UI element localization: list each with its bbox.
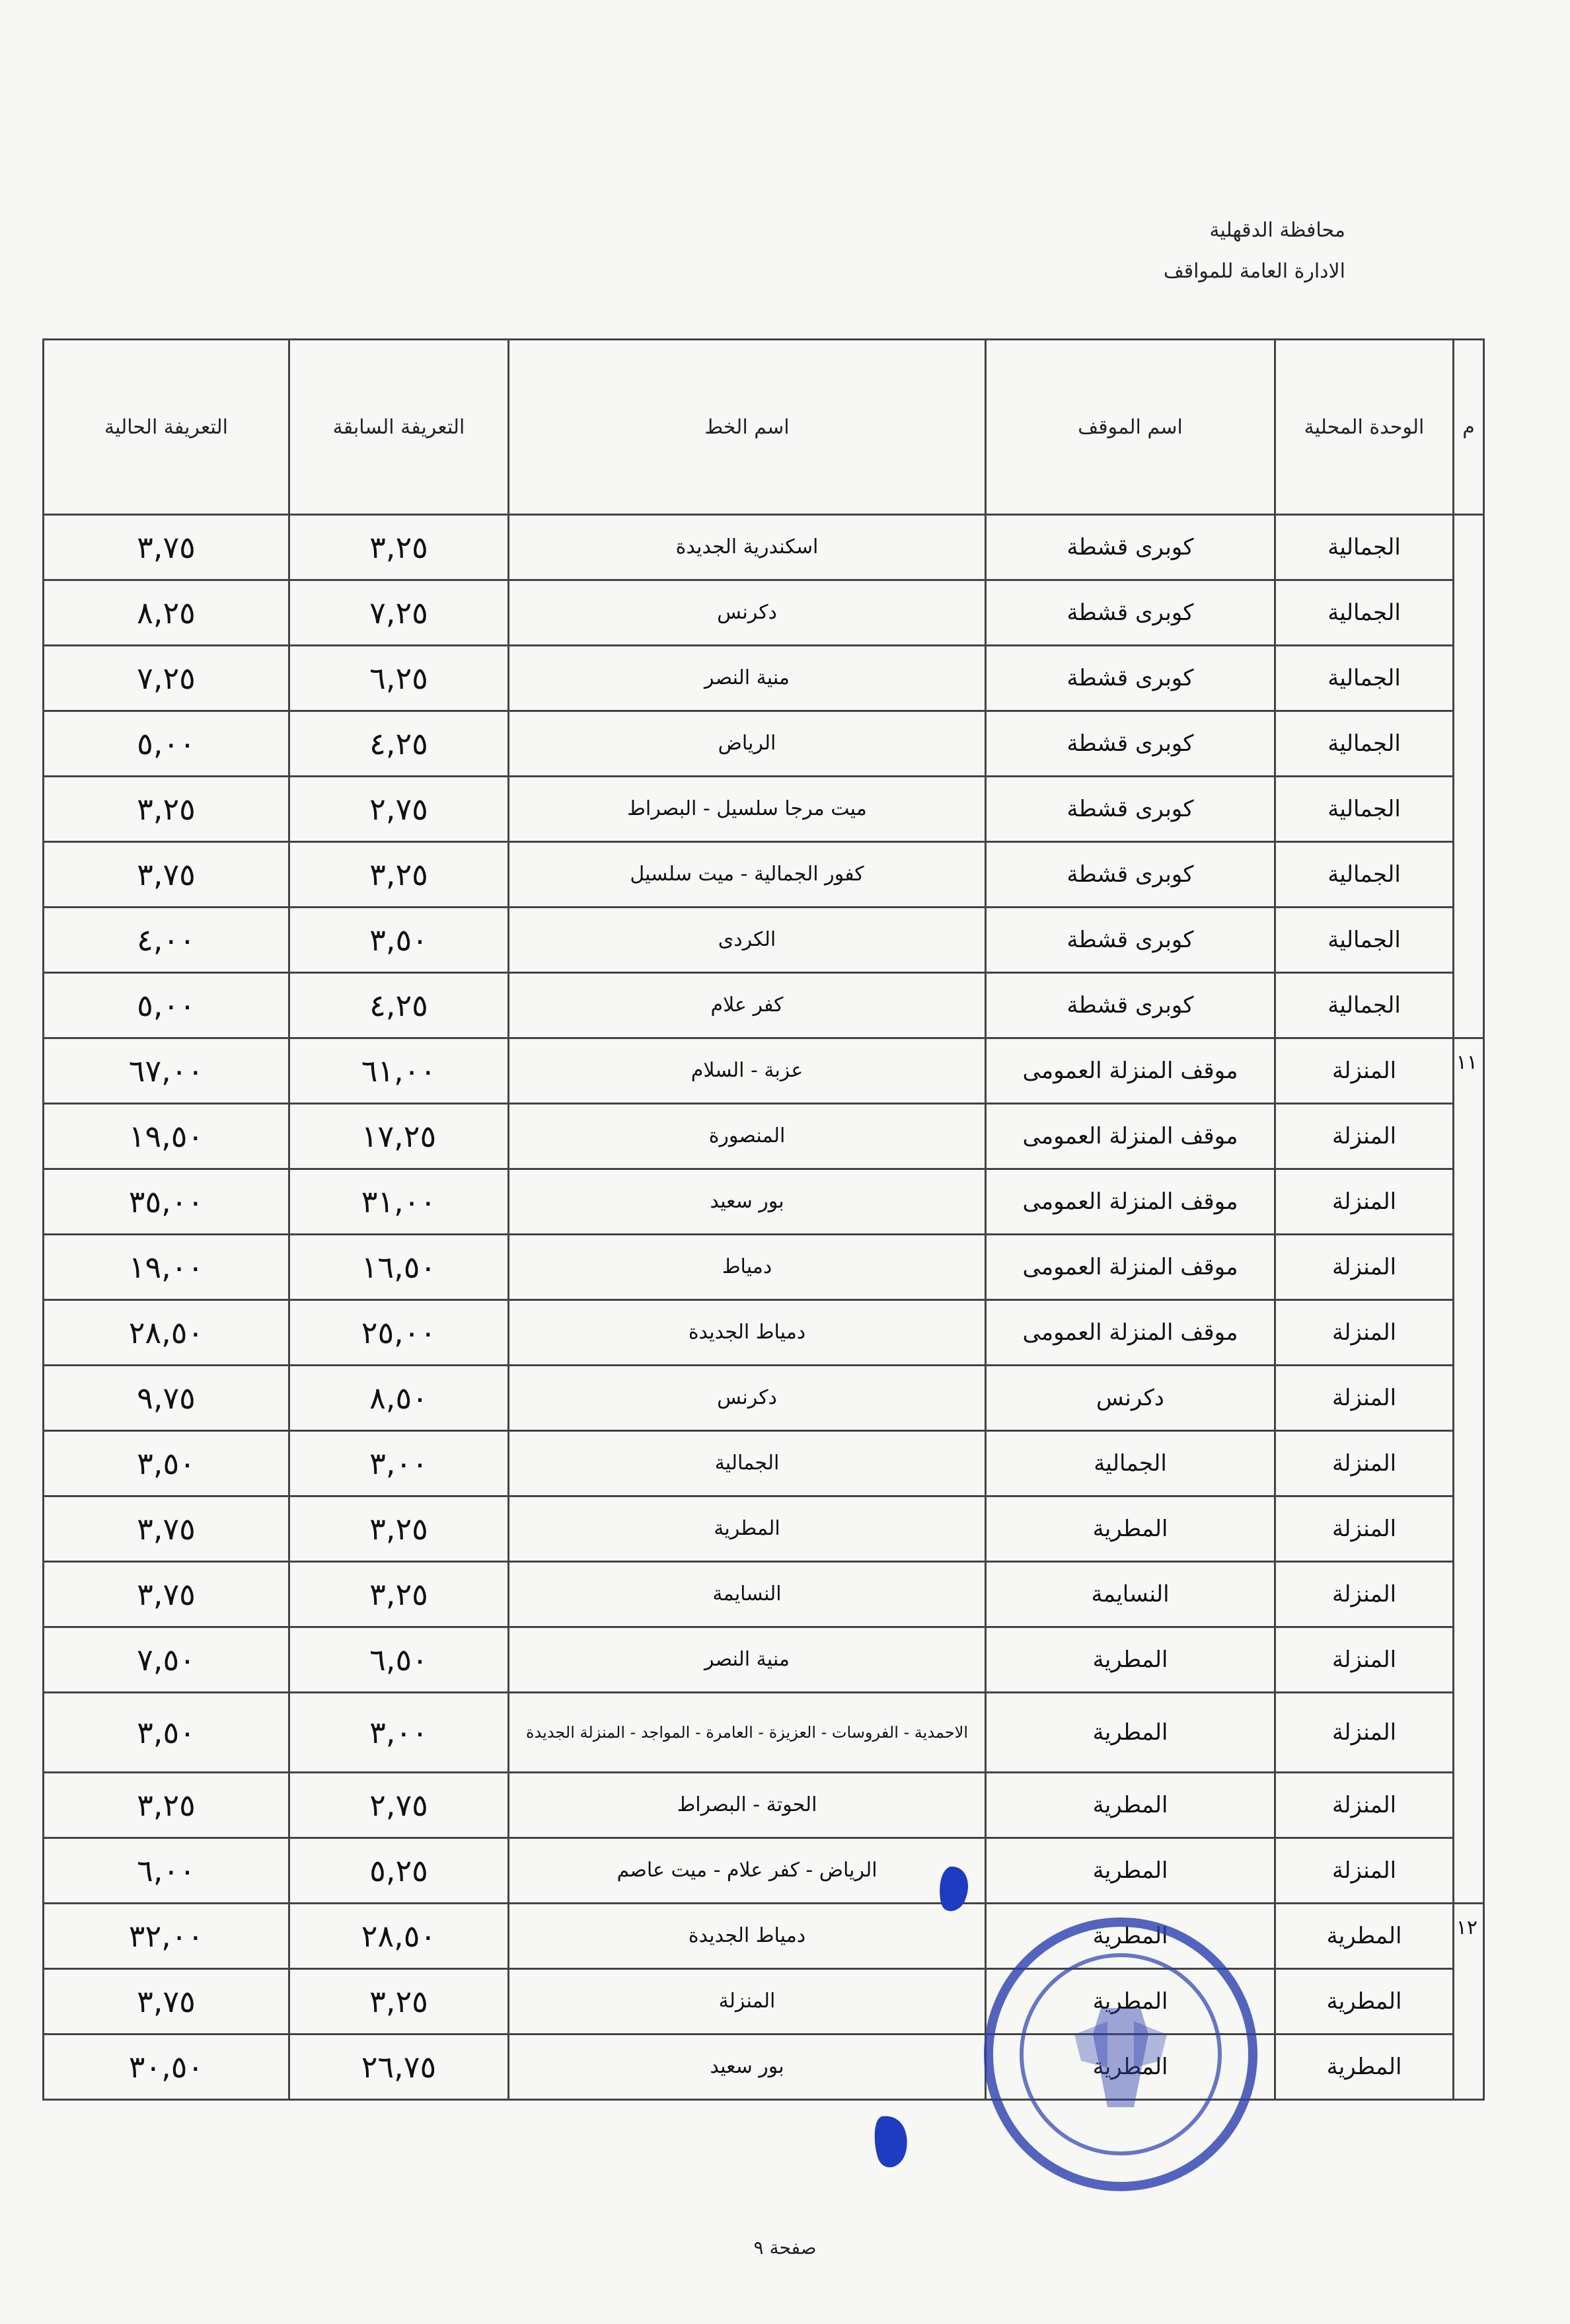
current-fare-cell: ٣٥,٠٠ (44, 1169, 289, 1235)
unit-cell: المنزلة (1275, 1431, 1454, 1496)
line-cell: كفر علام (509, 973, 986, 1038)
previous-fare-cell: ١٦,٥٠ (289, 1235, 509, 1300)
station-cell: كوبرى قشطة (986, 646, 1275, 711)
unit-cell: الجمالية (1275, 973, 1454, 1038)
current-fare-cell: ٧,٢٥ (44, 646, 289, 711)
line-cell: دمياط (509, 1235, 986, 1300)
current-fare-cell: ٣٢,٠٠ (44, 1904, 289, 1969)
ink-blot (937, 1864, 974, 1917)
line-cell: المطرية (509, 1496, 986, 1562)
station-cell: كوبرى قشطة (986, 515, 1275, 580)
previous-fare-cell: ٢٥,٠٠ (289, 1300, 509, 1366)
current-fare-cell: ٦,٠٠ (44, 1838, 289, 1904)
station-cell: المطرية (986, 1627, 1275, 1693)
current-fare-cell: ١٩,٥٠ (44, 1104, 289, 1169)
table-row (44, 1169, 1484, 1235)
line-cell: دمياط الجديدة (509, 1300, 986, 1366)
table-row (44, 1038, 1484, 1104)
table-row (44, 1300, 1484, 1366)
table-row (44, 973, 1484, 1038)
line-cell: النسايمة (509, 1562, 986, 1627)
station-cell: المطرية (986, 1904, 1275, 1969)
station-cell: الجمالية (986, 1431, 1275, 1496)
previous-fare-cell: ٤,٢٥ (289, 711, 509, 777)
unit-cell: المنزلة (1275, 1562, 1454, 1627)
unit-cell: الجمالية (1275, 842, 1454, 908)
col-header-number: م (1454, 340, 1484, 515)
line-cell: الجمالية (509, 1431, 986, 1496)
col-header-line: اسم الخط (509, 340, 986, 515)
line-cell: عزبة - السلام (509, 1038, 986, 1104)
line-cell: المنصورة (509, 1104, 986, 1169)
line-cell: المنزلة (509, 1969, 986, 2034)
line-cell: الرياض - كفر علام - ميت عاصم (509, 1838, 986, 1904)
table-row (44, 1627, 1484, 1693)
station-cell: كوبرى قشطة (986, 711, 1275, 777)
previous-fare-cell: ٨,٥٠ (289, 1366, 509, 1431)
current-fare-cell: ٣,٧٥ (44, 842, 289, 908)
current-fare-cell: ٥,٠٠ (44, 711, 289, 777)
station-cell: كوبرى قشطة (986, 973, 1275, 1038)
table-row (44, 1969, 1484, 2034)
fares-table (42, 338, 1485, 2101)
unit-cell: الجمالية (1275, 908, 1454, 973)
station-cell: المطرية (986, 1838, 1275, 1904)
group-number: ١١ (1454, 1038, 1484, 1904)
unit-cell: المنزلة (1275, 1627, 1454, 1693)
current-fare-cell: ٧,٥٠ (44, 1627, 289, 1693)
line-cell: الحوتة - البصراط (509, 1773, 986, 1838)
unit-cell: المطرية (1275, 1904, 1454, 1969)
department-title: الادارة العامة للمواقف (1163, 260, 1345, 283)
current-fare-cell: ٨,٢٥ (44, 580, 289, 646)
line-cell: بور سعيد (509, 1169, 986, 1235)
current-fare-cell: ٣,٢٥ (44, 777, 289, 842)
previous-fare-cell: ٣,٢٥ (289, 515, 509, 580)
unit-cell: المنزلة (1275, 1038, 1454, 1104)
table-row (44, 1431, 1484, 1496)
table-row (44, 1838, 1484, 1904)
previous-fare-cell: ٥,٢٥ (289, 1838, 509, 1904)
table-row (44, 711, 1484, 777)
station-cell: المطرية (986, 1773, 1275, 1838)
previous-fare-cell: ٣,٢٥ (289, 842, 509, 908)
previous-fare-cell: ٣,٥٠ (289, 908, 509, 973)
current-fare-cell: ٤,٠٠ (44, 908, 289, 973)
table-row (44, 646, 1484, 711)
col-header-current-fare: التعريفة الحالية (44, 340, 289, 515)
table-row (44, 580, 1484, 646)
current-fare-cell: ٣,٢٥ (44, 1773, 289, 1838)
table-row (44, 1773, 1484, 1838)
line-cell: دكرنس (509, 1366, 986, 1431)
line-cell: الاحمدية - الفروسات - العزيزة - العامرة - المواجد - المنزلة الجديدة (509, 1693, 986, 1773)
station-cell: المطرية (986, 1969, 1275, 2034)
previous-fare-cell: ١٧,٢٥ (289, 1104, 509, 1169)
unit-cell: المنزلة (1275, 1366, 1454, 1431)
unit-cell: الجمالية (1275, 711, 1454, 777)
unit-cell: الجمالية (1275, 646, 1454, 711)
current-fare-cell: ٥,٠٠ (44, 973, 289, 1038)
previous-fare-cell: ٦١,٠٠ (289, 1038, 509, 1104)
unit-cell: المنزلة (1275, 1838, 1454, 1904)
line-cell: الرياض (509, 711, 986, 777)
station-cell: كوبرى قشطة (986, 842, 1275, 908)
unit-cell: الجمالية (1275, 515, 1454, 580)
group-number (1454, 515, 1484, 1038)
previous-fare-cell: ٢٦,٧٥ (289, 2034, 509, 2100)
station-cell: كوبرى قشطة (986, 580, 1275, 646)
previous-fare-cell: ٣,٠٠ (289, 1693, 509, 1773)
current-fare-cell: ١٩,٠٠ (44, 1235, 289, 1300)
unit-cell: المطرية (1275, 1969, 1454, 2034)
ink-blot (874, 2114, 911, 2175)
station-cell: المطرية (986, 1693, 1275, 1773)
page-number: صفحة ٩ (753, 2237, 817, 2259)
previous-fare-cell: ٤,٢٥ (289, 973, 509, 1038)
unit-cell: المنزلة (1275, 1693, 1454, 1773)
col-header-previous-fare: التعريفة السابقة (289, 340, 509, 515)
previous-fare-cell: ٣,٢٥ (289, 1969, 509, 2034)
line-cell: منية النصر (509, 1627, 986, 1693)
current-fare-cell: ٣٠,٥٠ (44, 2034, 289, 2100)
line-cell: منية النصر (509, 646, 986, 711)
previous-fare-cell: ٣,٢٥ (289, 1496, 509, 1562)
unit-cell: الجمالية (1275, 580, 1454, 646)
current-fare-cell: ٣,٥٠ (44, 1693, 289, 1773)
current-fare-cell: ٣,٧٥ (44, 1562, 289, 1627)
current-fare-cell: ٣,٧٥ (44, 1496, 289, 1562)
previous-fare-cell: ٢,٧٥ (289, 777, 509, 842)
table-body (44, 515, 1484, 2100)
previous-fare-cell: ٢,٧٥ (289, 1773, 509, 1838)
group-number: ١٢ (1454, 1904, 1484, 2100)
governorate-title: محافظة الدقهلية (1209, 219, 1345, 242)
previous-fare-cell: ٦,٥٠ (289, 1627, 509, 1693)
table-row (44, 1104, 1484, 1169)
line-cell: اسكندرية الجديدة (509, 515, 986, 580)
previous-fare-cell: ٣,٢٥ (289, 1562, 509, 1627)
fares-table-wrapper (42, 338, 1483, 2101)
previous-fare-cell: ٧,٢٥ (289, 580, 509, 646)
current-fare-cell: ٦٧,٠٠ (44, 1038, 289, 1104)
official-stamp (975, 1909, 1266, 2200)
previous-fare-cell: ٣١,٠٠ (289, 1169, 509, 1235)
col-header-unit: الوحدة المحلية (1275, 340, 1454, 515)
station-cell: المطرية (986, 1496, 1275, 1562)
unit-cell: المطرية (1275, 2034, 1454, 2100)
table-row (44, 515, 1484, 580)
page-header (1164, 210, 1345, 292)
table-row (44, 908, 1484, 973)
current-fare-cell: ٣,٥٠ (44, 1431, 289, 1496)
previous-fare-cell: ٦,٢٥ (289, 646, 509, 711)
table-row (44, 1366, 1484, 1431)
unit-cell: المنزلة (1275, 1169, 1454, 1235)
station-cell: موقف المنزلة العمومى (986, 1104, 1275, 1169)
current-fare-cell: ٣,٧٥ (44, 1969, 289, 2034)
unit-cell: المنزلة (1275, 1104, 1454, 1169)
table-row (44, 777, 1484, 842)
table-row (44, 1235, 1484, 1300)
previous-fare-cell: ٢٨,٥٠ (289, 1904, 509, 1969)
current-fare-cell: ٢٨,٥٠ (44, 1300, 289, 1366)
station-cell: موقف المنزلة العمومى (986, 1038, 1275, 1104)
station-cell: موقف المنزلة العمومى (986, 1235, 1275, 1300)
line-cell: كفور الجمالية - ميت سلسيل (509, 842, 986, 908)
table-header-row (44, 340, 1484, 515)
table-row (44, 1562, 1484, 1627)
line-cell: دكرنس (509, 580, 986, 646)
unit-cell: المنزلة (1275, 1235, 1454, 1300)
unit-cell: المنزلة (1275, 1773, 1454, 1838)
station-cell: دكرنس (986, 1366, 1275, 1431)
station-cell: موقف المنزلة العمومى (986, 1300, 1275, 1366)
station-cell: النسايمة (986, 1562, 1275, 1627)
table-row (44, 1496, 1484, 1562)
station-cell: موقف المنزلة العمومى (986, 1169, 1275, 1235)
table-row (44, 842, 1484, 908)
unit-cell: المنزلة (1275, 1496, 1454, 1562)
line-cell: بور سعيد (509, 2034, 986, 2100)
current-fare-cell: ٣,٧٥ (44, 515, 289, 580)
previous-fare-cell: ٣,٠٠ (289, 1431, 509, 1496)
unit-cell: المنزلة (1275, 1300, 1454, 1366)
table-row (44, 2034, 1484, 2100)
current-fare-cell: ٩,٧٥ (44, 1366, 289, 1431)
line-cell: دمياط الجديدة (509, 1904, 986, 1969)
station-cell: المطرية (986, 2034, 1275, 2100)
table-row (44, 1693, 1484, 1773)
station-cell: كوبرى قشطة (986, 908, 1275, 973)
station-cell: كوبرى قشطة (986, 777, 1275, 842)
col-header-station: اسم الموقف (986, 340, 1275, 515)
line-cell: الكردى (509, 908, 986, 973)
unit-cell: الجمالية (1275, 777, 1454, 842)
table-row (44, 1904, 1484, 1969)
line-cell: ميت مرجا سلسيل - البصراط (509, 777, 986, 842)
